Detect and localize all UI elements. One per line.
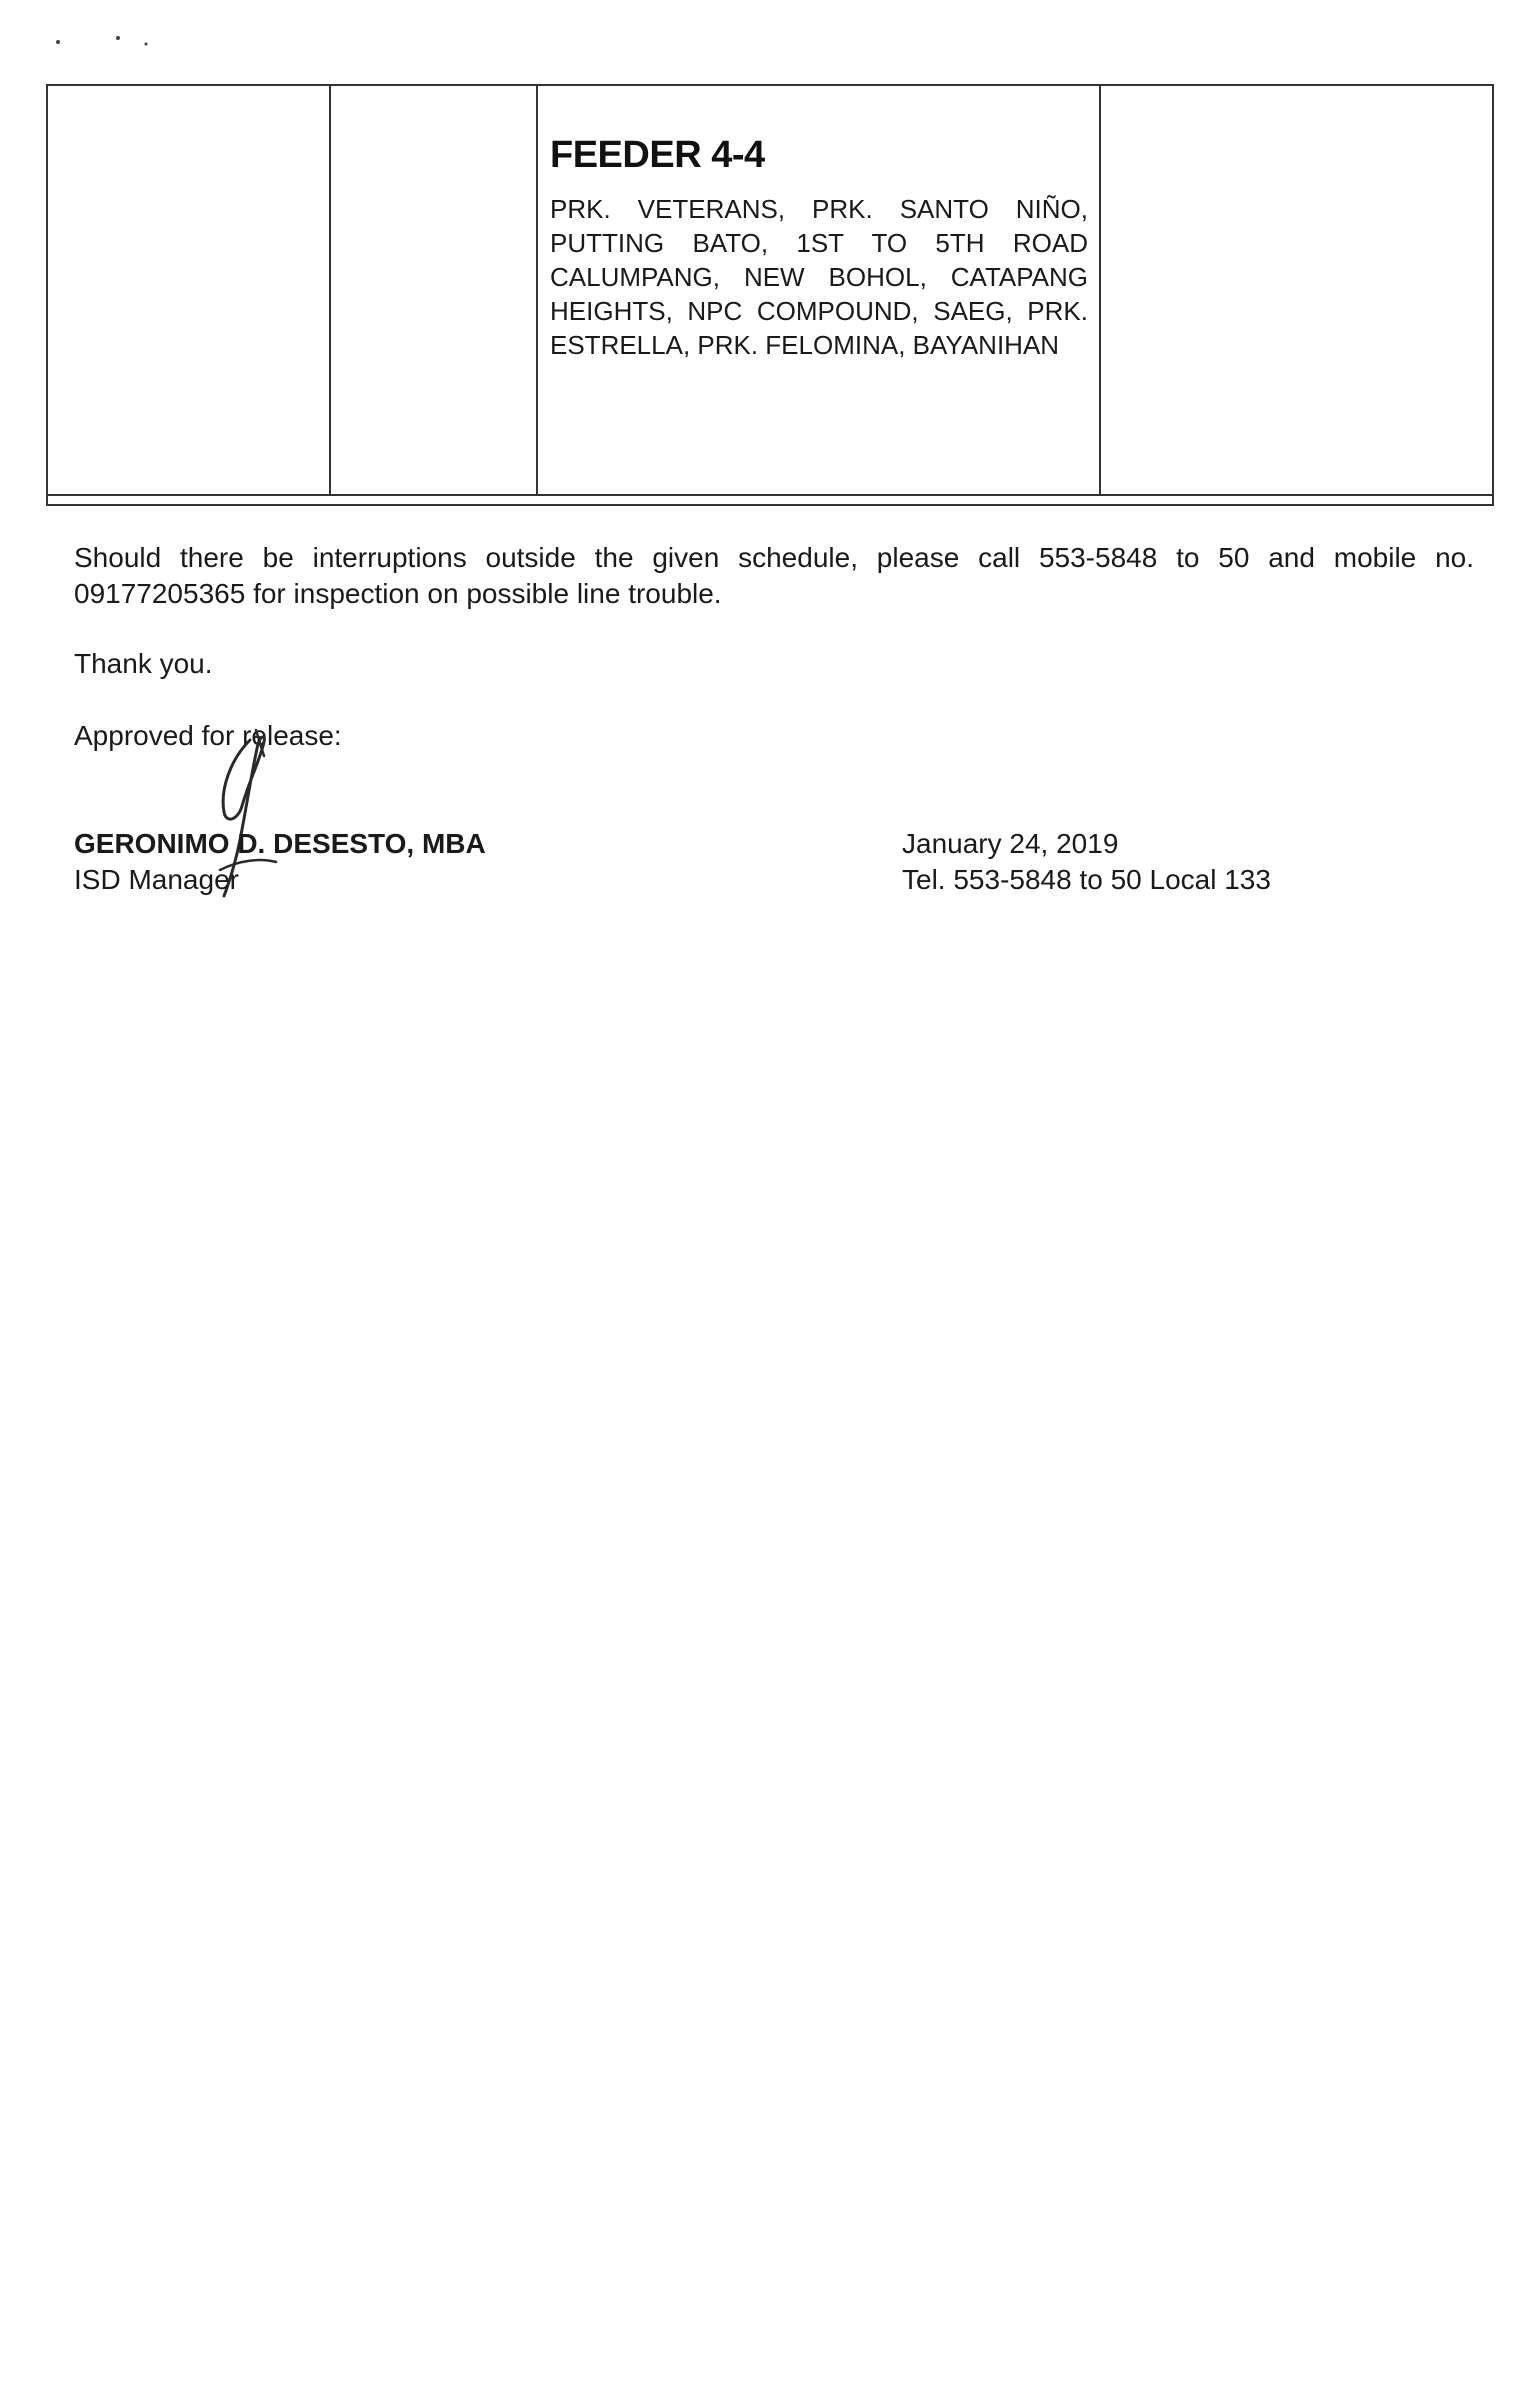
notice-paragraph: Should there be interruptions outside the given schedule, please call 553-5848 to 50 and mobile no. 09177205365 for inspection on possible line trouble.	[74, 542, 1474, 609]
document-date: January 24, 2019	[902, 828, 1119, 859]
table-bottom-rule	[48, 494, 1492, 496]
telephone-line: Tel. 553-5848 to 50 Local 133	[902, 864, 1271, 895]
scan-specks	[50, 28, 170, 52]
signer-name: GERONIMO D. DESESTO, MBA	[74, 828, 486, 859]
feeder-title: FEEDER 4-4	[550, 134, 765, 176]
table-cell-2	[331, 86, 538, 494]
signer-title: ISD Manager	[74, 864, 239, 895]
approved-line: Approved for release:	[74, 720, 342, 751]
table-cell-4	[1101, 86, 1494, 494]
schedule-table	[46, 84, 1494, 506]
table-cell-1	[48, 86, 331, 494]
thanks-line: Thank you.	[74, 648, 213, 679]
feeder-areas: PRK. VETERANS, PRK. SANTO NIÑO, PUTTING BATO, 1ST TO 5TH ROAD CALUMPANG, NEW BOHOL, CATAPANG HEIGHTS, NPC COMPOUND, SAEG, PRK. ESTRELLA, PRK. FELOMINA, BAYANIHAN	[550, 194, 1088, 360]
